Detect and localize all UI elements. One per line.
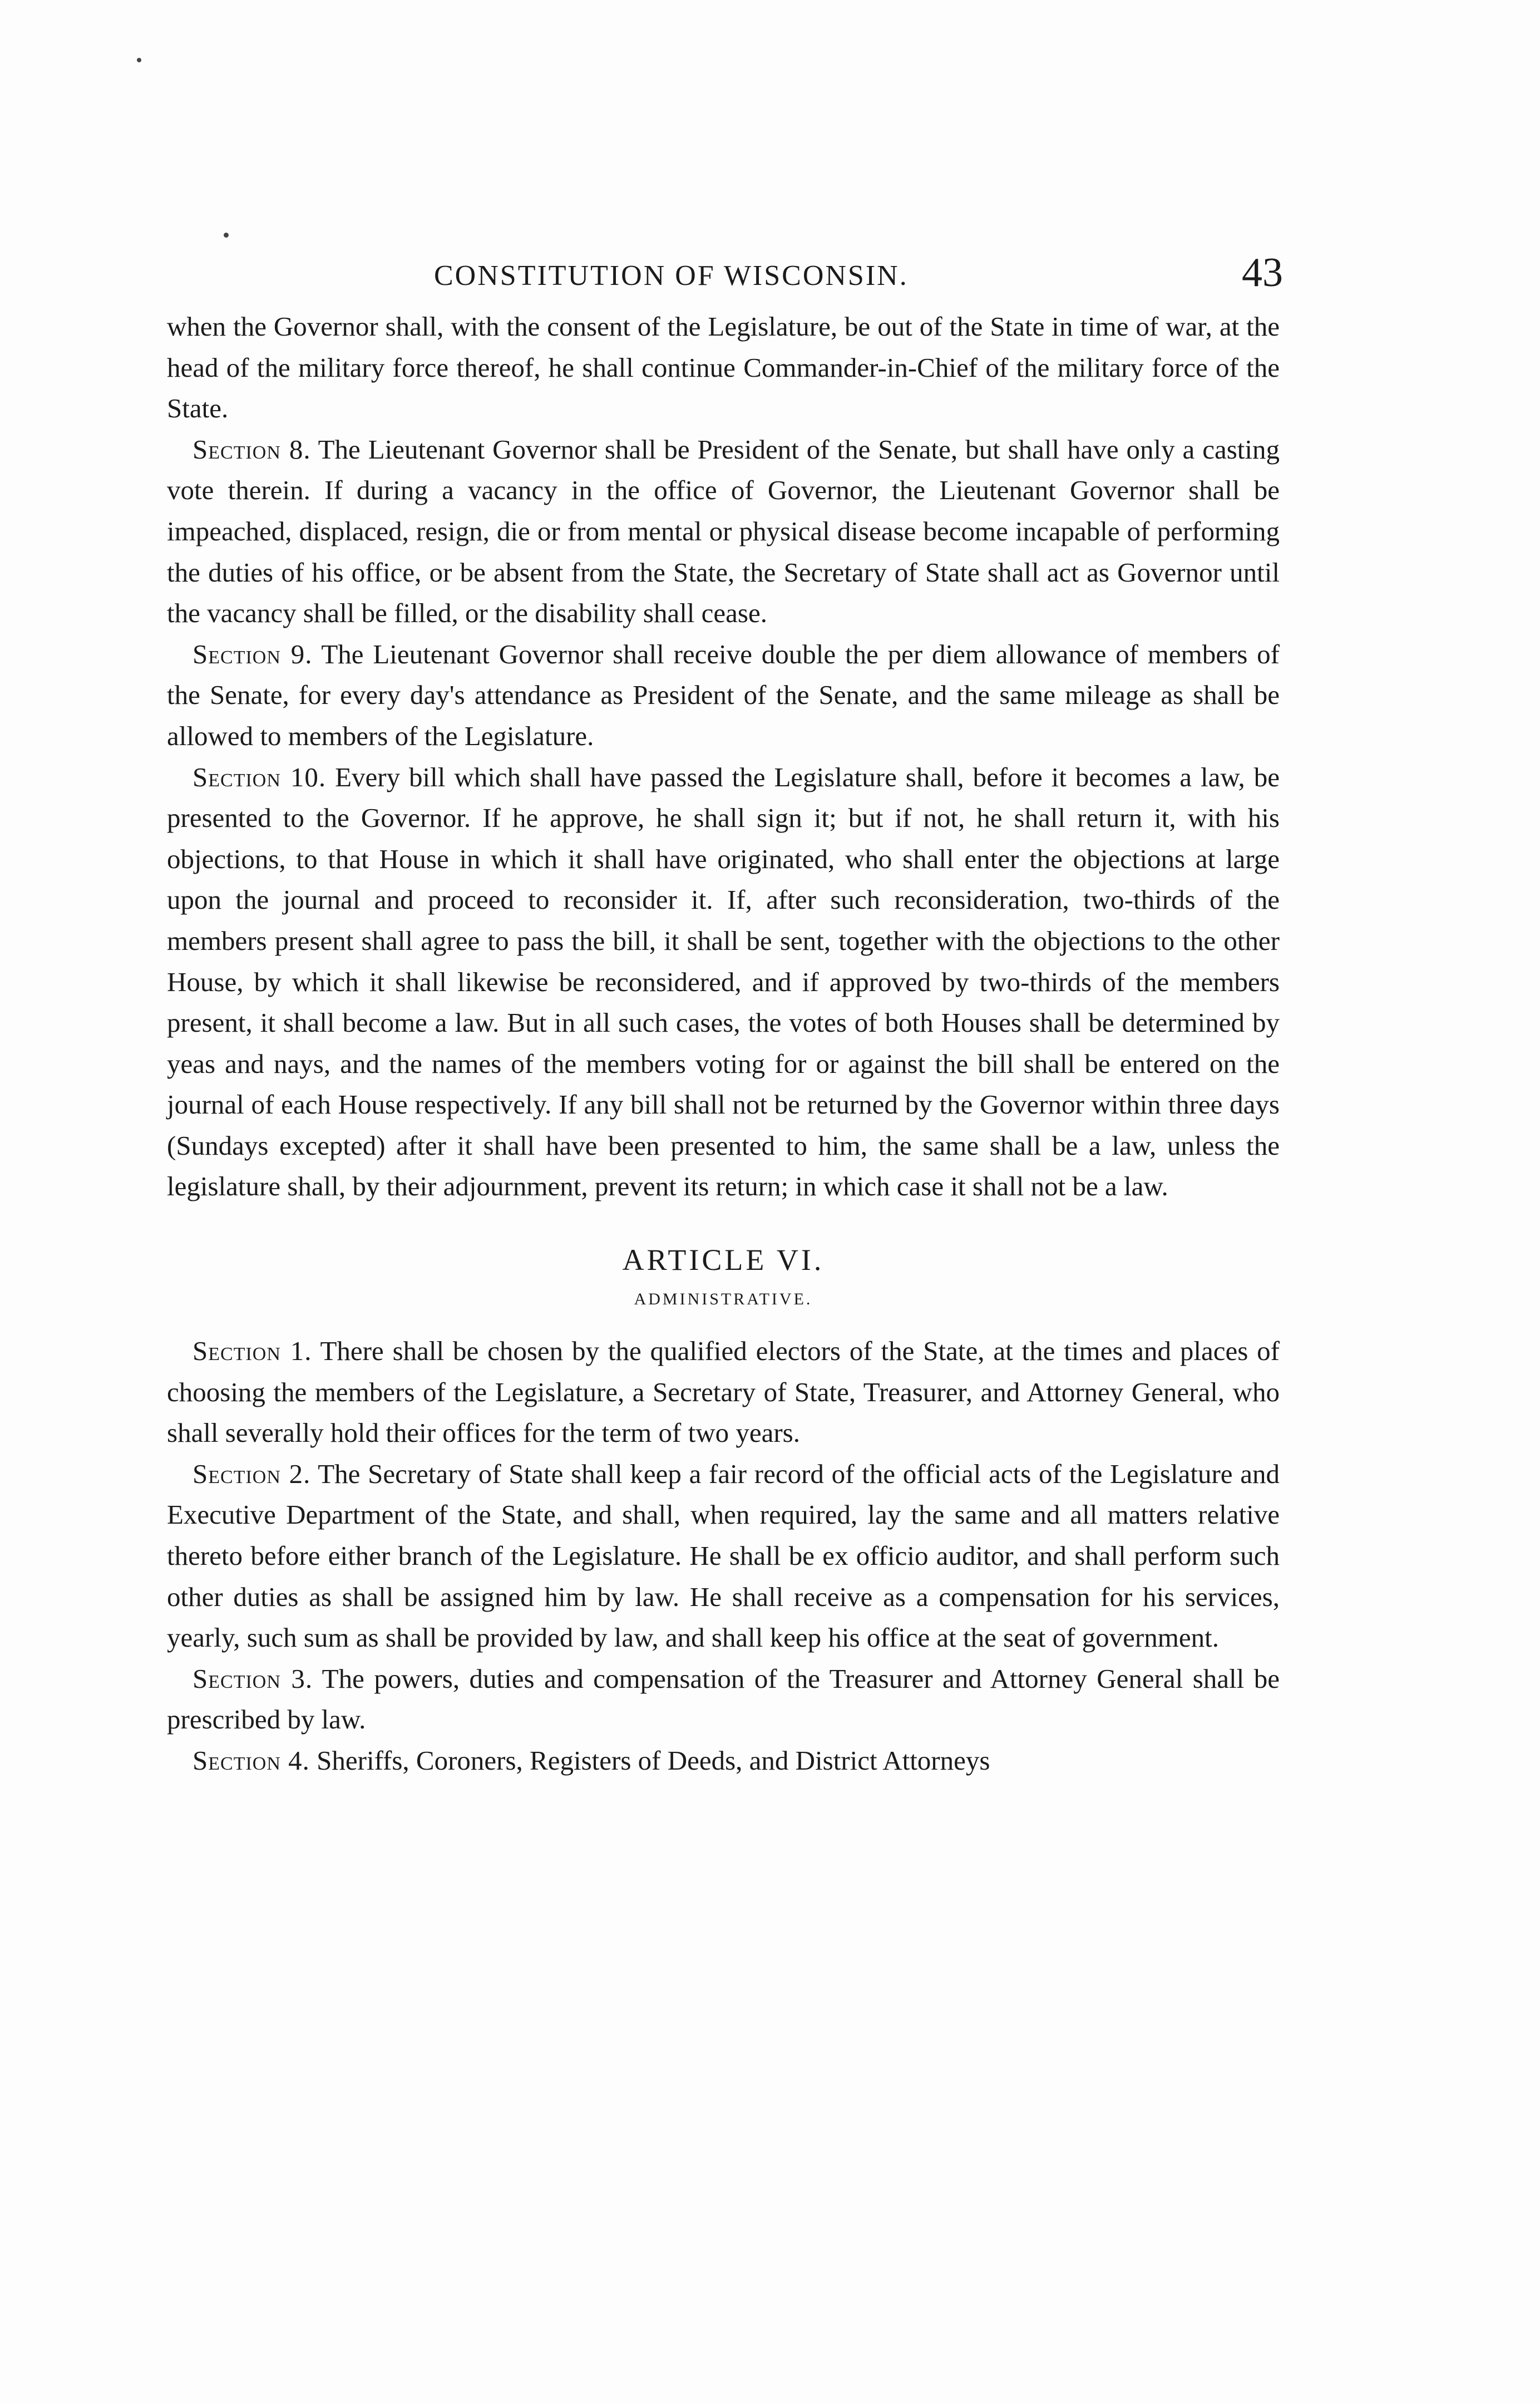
section-label: Section 4. [192,1745,310,1776]
paragraph-continuation [167,306,1280,429]
article-6-section-3-paragraph [167,1658,1280,1740]
section-label: Section 1. [192,1336,312,1367]
section-8-paragraph [167,429,1280,634]
print-speck [137,58,141,62]
page-number: 43 [1242,250,1283,295]
paragraph-text: There shall be chosen by the qualified electors of the State, at the times and places of choosing the members of the Legislature, a Secretary of State, Treasurer, and Attorney General, who shall severally hold their offices for the term of two years. [167,1336,1280,1449]
paragraph-text: when the Governor shall, with the consent of the Legislature, be out of the State in time of war, at the head of the military force thereof, he shall continue Commander-in-Chief of the military force of the State. [167,311,1280,424]
paragraph-text: The Lieutenant Governor shall be President of the Senate, but shall have only a casting vote therein. If during a vacancy in the office of Governor, the Lieutenant Governor shall be impeached, displaced, resign, die or from mental or physical disease become incapable of performing the duties of his office, or be absent from the State, the Secretary of State shall act as Governor until the vacancy shall be filled, or the disability shall cease. [167,433,1280,629]
text-column [167,245,1283,1781]
section-label: Section 9. [192,638,313,669]
paragraph-text: The Secretary of State shall keep a fair record of the official acts of the Legislature and Executive Department of the State, and shall, when required, lay the same and all matters relative thereto before either branch of the Legislature. He shall be ex officio auditor, and shall perform such other duties as shall be assigned him by law. He shall receive as a compensation for his services, yearly, such sum as shall be provided by law, and shall keep his office at the seat of government. [167,1458,1280,1653]
paragraph-text: The Lieutenant Governor shall receive double the per diem allowance of members of the Senate, for every day's attendance as President of the Senate, and the same mileage as shall be allowed to members of the Legislature. [167,638,1280,751]
article-subheading: ADMINISTRATIVE. [634,1290,813,1309]
section-label: Section 10. [192,761,327,792]
paragraph-text: Every bill which shall have passed the Legislature shall, before it becomes a law, be presented to the Governor. If he approve, he shall sign it; but if not, he shall return it, with his objections, to that House in which it shall have originated, who shall enter the objections at large upon the journal and proceed to reconsider it. If, after such reconsideration, two-thirds of the members present shall agree to pass the bill, it shall be sent, together with the objections to the other House, by which it shall likewise be reconsidered, and if approved by two-thirds of the members present, it shall become a law. But in all such cases, the votes of both Houses shall be determined by yeas and nays, and the names of the members voting for or against the bill shall be entered on the journal of each House respectively. If any bill shall not be returned by the Governor within three days (Sundays excepted) after it shall have been presented to him, the same shall be a law, unless the legislature shall, by their adjournment, prevent its return; in which case it shall not be a law. [167,761,1280,1202]
section-label: Section 8. [192,433,311,465]
article-6-section-2-paragraph [167,1454,1280,1658]
section-label: Section 2. [192,1458,311,1489]
paragraph-text: The powers, duties and compensation of the Treasurer and Attorney General shall be prescribed by law. [167,1663,1280,1735]
section-10-paragraph [167,757,1280,1208]
running-head [167,245,1283,306]
article-6-section-4-paragraph [167,1740,1280,1781]
print-speck [224,233,229,238]
paragraph-text: Sheriffs, Coroners, Registers of Deeds, and District Attorneys [309,1745,990,1776]
section-label: Section 3. [192,1663,313,1694]
article-heading: ARTICLE VI. [622,1243,825,1277]
running-title: CONSTITUTION OF WISCONSIN. [434,260,909,292]
article-6-section-1-paragraph [167,1331,1280,1454]
section-9-paragraph [167,634,1280,757]
